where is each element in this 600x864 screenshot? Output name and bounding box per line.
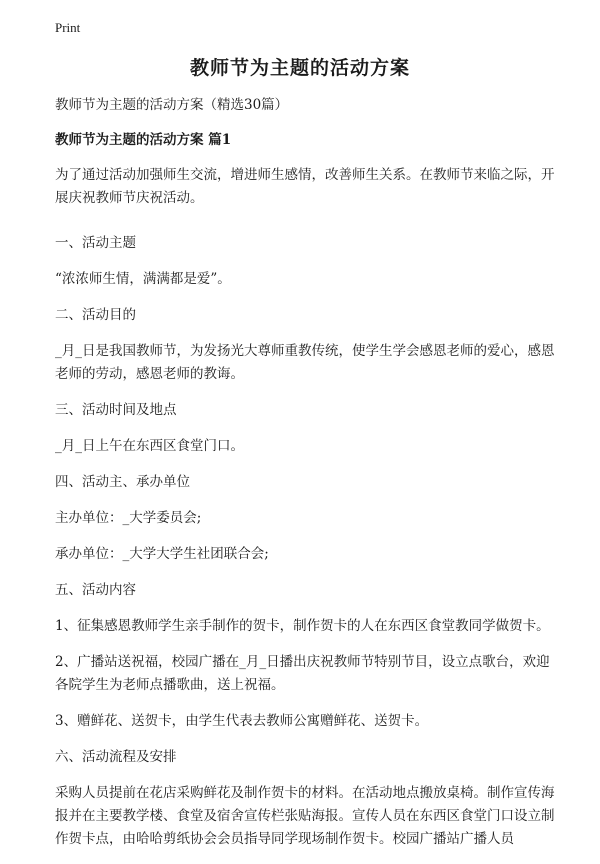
time-place-paragraph: _月_日上午在东西区食堂门口。 xyxy=(55,438,244,454)
heading-purpose: 二、活动目的 xyxy=(55,307,136,323)
heading-content: 五、活动内容 xyxy=(55,582,136,598)
document-title: 教师节为主题的活动方案 xyxy=(189,57,410,79)
content-item-1: 1、征集感恩教师学生亲手制作的贺卡，制作贺卡的人在东西区食堂教同学做贺卡。 xyxy=(55,618,550,634)
heading-time-place: 三、活动时间及地点 xyxy=(55,402,177,418)
print-label: Print xyxy=(55,20,81,35)
process-paragraph: 采购人员提前在花店采购鲜花及制作贺卡的材料。在活动地点搬放桌椅。制作宣传海报并在主要教学楼、食堂及宿舍宣传栏张贴海报。宣传人员在东西区食堂门口设立制作贺卡点，由哈哈剪纸协会会员指导同学现场制作贺卡。校园广播站广播人员 xyxy=(55,785,555,847)
purpose-paragraph: _月_日是我国教师节，为发扬光大尊师重教传统，使学生学会感恩老师的爱心，感恩老师的劳动，感恩老师的教诲。 xyxy=(55,343,555,382)
content-item-2: 2、广播站送祝福，校园广播在_月_日播出庆祝教师节特别节目，设立点歌台，欢迎各院学生为老师点播歌曲，送上祝福。 xyxy=(55,654,550,693)
theme-paragraph: “浓浓师生情，满满都是爱”。 xyxy=(55,271,231,287)
heading-units: 四、活动主、承办单位 xyxy=(55,474,190,490)
host-paragraph: 主办单位：_大学委员会; xyxy=(55,510,202,526)
organizer-paragraph: 承办单位：_大学大学生社团联合会; xyxy=(55,546,269,562)
document-body xyxy=(55,94,555,864)
section-heading: 教师节为主题的活动方案 篇1 xyxy=(55,132,232,148)
heading-theme: 一、活动主题 xyxy=(55,235,136,251)
heading-process: 六、活动流程及安排 xyxy=(55,749,177,765)
document-subtitle: 教师节为主题的活动方案（精选30篇） xyxy=(55,97,289,113)
intro-paragraph: 为了通过活动加强师生交流，增进师生感情，改善师生关系。在教师节来临之际，开展庆祝教师节庆祝活动。 xyxy=(55,167,555,206)
content-item-3: 3、赠鲜花、送贺卡，由学生代表去教师公寓赠鲜花、送贺卡。 xyxy=(55,713,429,729)
